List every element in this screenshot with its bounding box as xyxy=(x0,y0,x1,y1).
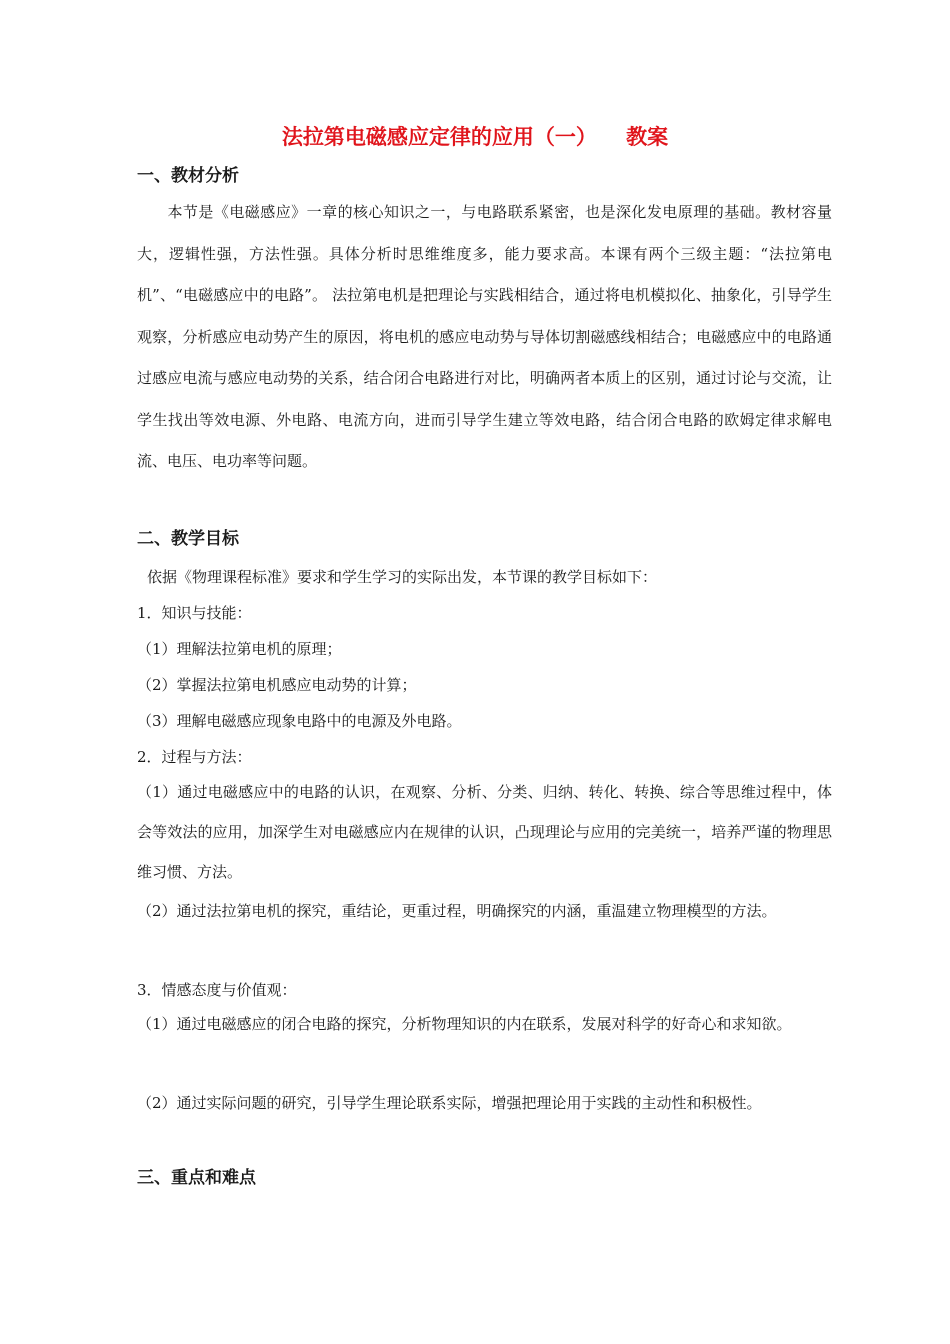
goal-1-item: （3）理解电磁感应现象电路中的电源及外电路。 xyxy=(137,712,462,730)
goal-1-title: 1．知识与技能： xyxy=(137,604,252,622)
goal-1-item: （1）理解法拉第电机的原理； xyxy=(137,640,342,658)
section-1-body xyxy=(137,192,832,483)
goal-2-item: （1）通过电磁感应中的电路的认识，在观察、分析、分类、归纳、转化、转换、综合等思维过程中，体会等效法的应用，加深学生对电磁感应内在规律的认识，凸现理论与应用的完美统一，培养严谨的物理思维习惯、方法。 xyxy=(137,783,832,881)
section-heading-2: 二、教学目标 xyxy=(137,529,239,549)
section-1-text: 本节是《电磁感应》一章的核心知识之一，与电路联系紧密，也是深化发电原理的基础。教材容量大，逻辑性强，方法性强。具体分析时思维维度多，能力要求高。本课有两个三级主题：“法拉第电机”、“电磁感应中的电路”。 法拉第电机是把理论与实践相结合，通过将电机模拟化、抽象化，引导学生观察，分析感应电动势产生的原因，将电机的感应电动势与导体切割磁感线相结合；电磁感应中的电路通过感应电流与感应电动势的关系，结合闭合电路进行对比，明确两者本质上的区别，通过讨论与交流，让学生找出等效电源、外电路、电流方向，进而引导学生建立等效电路，结合闭合电路的欧姆定律求解电流、电压、电功率等问题。 xyxy=(137,203,832,470)
goal-3-item: （1）通过电磁感应的闭合电路的探究，分析物理知识的内在联系，发展对科学的好奇心和求知欲。 xyxy=(137,1015,792,1033)
goal-2-item: （2）通过法拉第电机的探究，重结论，更重过程，明确探究的内涵，重温建立物理模型的方法。 xyxy=(137,902,777,920)
goal-2-title: 2．过程与方法： xyxy=(137,748,252,766)
goal-3-item: （2）通过实际问题的研究，引导学生理论联系实际，增强把理论用于实践的主动性和积极性。 xyxy=(137,1094,762,1112)
document-title: 法拉第电磁感应定律的应用（一） 教案 xyxy=(281,125,669,149)
goal-1-item: （2）掌握法拉第电机感应电动势的计算； xyxy=(137,676,417,694)
goal-3-title: 3．情感态度与价值观： xyxy=(137,981,297,999)
section-heading-1: 一、教材分析 xyxy=(137,166,239,186)
section-heading-3: 三、重点和难点 xyxy=(137,1168,256,1188)
goals-intro: 依据《物理课程标准》要求和学生学习的实际出发，本节课的教学目标如下： xyxy=(147,568,658,586)
